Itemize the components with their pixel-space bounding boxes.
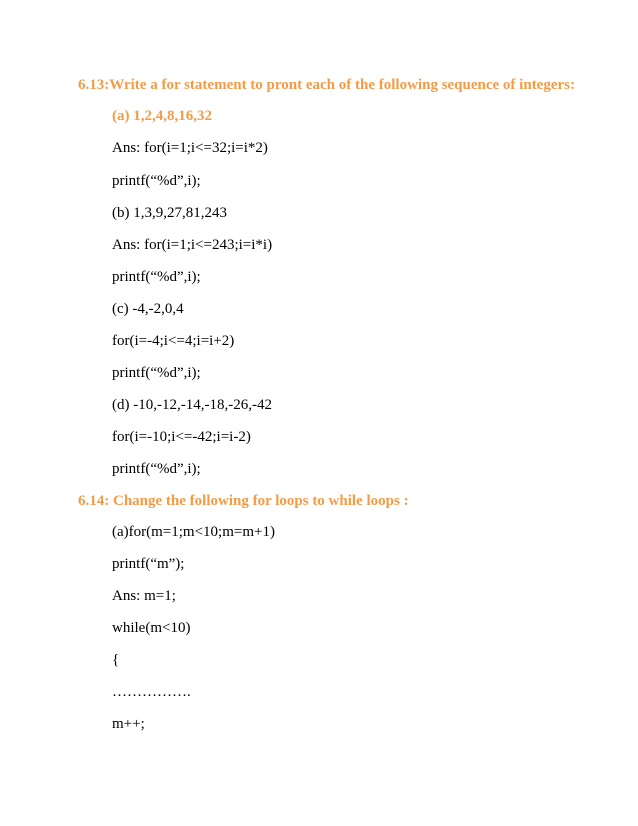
part-b-printf: printf(“%d”,i);	[112, 269, 201, 285]
part-b-answer: Ans: for(i=1;i<=243;i=i*i)	[112, 237, 273, 253]
part-c-sequence: (c) -4,-2,0,4	[112, 301, 184, 317]
part-a-answer: Ans: for(i=1;i<=32;i=i*2)	[112, 140, 268, 156]
open-brace: {	[112, 652, 120, 668]
increment-statement: m++;	[112, 716, 145, 732]
part-a-for-loop: (a)for(m=1;m<10;m=m+1)	[112, 524, 275, 540]
part-a-sequence: (a) 1,2,4,8,16,32	[112, 108, 212, 124]
part-c-for: for(i=-4;i<=4;i=i+2)	[112, 333, 235, 349]
body-ellipsis: …………….	[112, 684, 191, 700]
part-b-sequence: (b) 1,3,9,27,81,243	[112, 205, 227, 221]
answer-init: Ans: m=1;	[112, 588, 176, 604]
while-statement: while(m<10)	[112, 620, 191, 636]
part-d-printf: printf(“%d”,i);	[112, 461, 201, 477]
part-c-printf: printf(“%d”,i);	[112, 365, 201, 381]
part-a-printf-m: printf(“m”);	[112, 556, 185, 572]
part-d-for: for(i=-10;i<=-42;i=i-2)	[112, 429, 251, 445]
part-a-printf: printf(“%d”,i);	[112, 173, 201, 189]
question-6-14-heading: 6.14: Change the following for loops to while loops :	[78, 493, 409, 509]
part-d-sequence: (d) -10,-12,-14,-18,-26,-42	[112, 397, 272, 413]
question-6-13-heading: 6.13:Write a for statement to pront each of the following sequence of integers:	[78, 77, 575, 93]
